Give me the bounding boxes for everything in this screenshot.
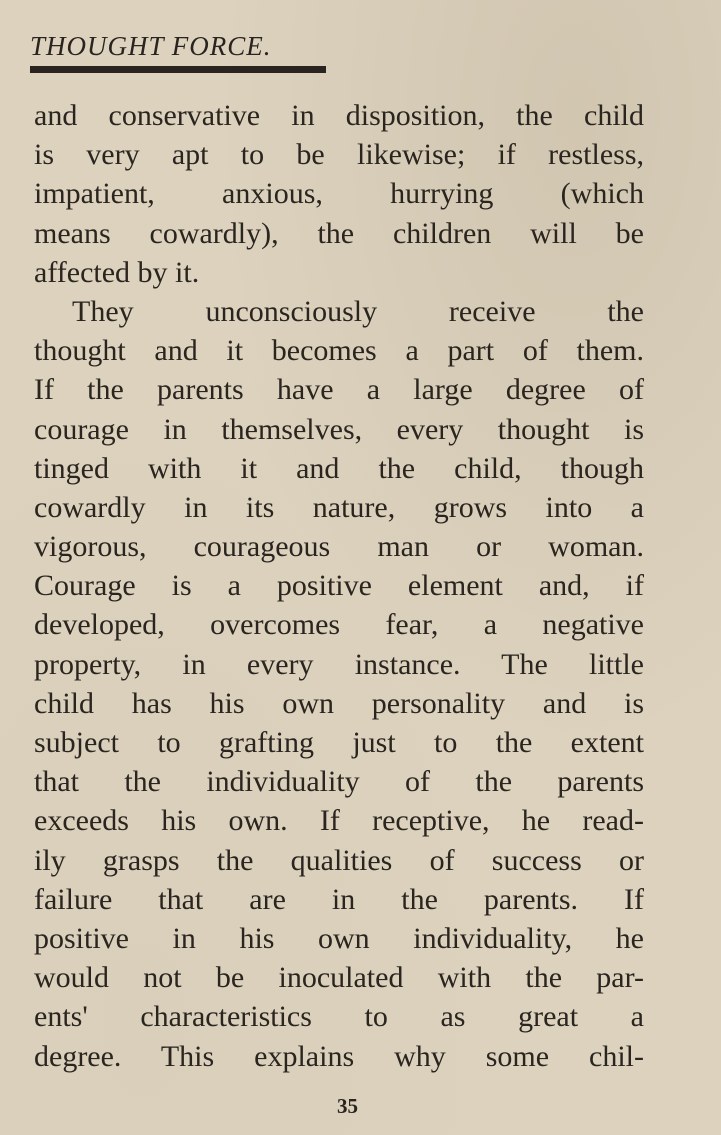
- text-line: Courage is a positive element and, if: [34, 569, 644, 603]
- text-line: courage in themselves, every thought is: [34, 412, 644, 446]
- text-line: would not be inoculated with the par-: [34, 961, 644, 995]
- page-number: 35: [337, 1094, 358, 1118]
- text-line: affected by it.: [34, 255, 200, 289]
- text-line: and conservative in disposition, the child: [34, 99, 644, 132]
- text-line: vigorous, courageous man or woman.: [34, 530, 644, 564]
- text-line: cowardly in its nature, grows into a: [34, 490, 644, 524]
- text-line: property, in every instance. The little: [34, 647, 644, 681]
- text-line: is very apt to be likewise; if restless,: [34, 138, 644, 172]
- body-text: [34, 96, 644, 1076]
- paragraph-1: [34, 96, 644, 292]
- text-line: ents' characteristics to as great a: [34, 1000, 644, 1034]
- text-line: degree. This explains why some chil-: [34, 1039, 644, 1073]
- text-line: impatient, anxious, hurrying (which: [34, 177, 644, 211]
- paragraph-2: [34, 292, 644, 1076]
- text-line: developed, overcomes fear, a negative: [34, 608, 644, 642]
- text-line: If the parents have a large degree of: [34, 373, 644, 407]
- text-line: subject to grafting just to the extent: [34, 726, 644, 759]
- text-line: ily grasps the qualities of success or: [34, 843, 644, 877]
- text-line: child has his own personality and is: [34, 686, 644, 720]
- running-title: THOUGHT FORCE.: [30, 31, 272, 61]
- text-line: thought and it becomes a part of them.: [34, 334, 644, 368]
- running-header: [30, 28, 326, 73]
- text-line: positive in his own individuality, he: [34, 921, 644, 955]
- text-line: means cowardly), the children will be: [34, 216, 644, 250]
- text-line: tinged with it and the child, though: [34, 451, 644, 485]
- text-line: exceeds his own. If receptive, he read-: [34, 804, 644, 838]
- text-line: that the individuality of the parents: [34, 765, 644, 799]
- header-rule: [30, 66, 326, 73]
- text-line: failure that are in the parents. If: [34, 882, 644, 916]
- text-line: They unconsciously receive the: [72, 294, 644, 328]
